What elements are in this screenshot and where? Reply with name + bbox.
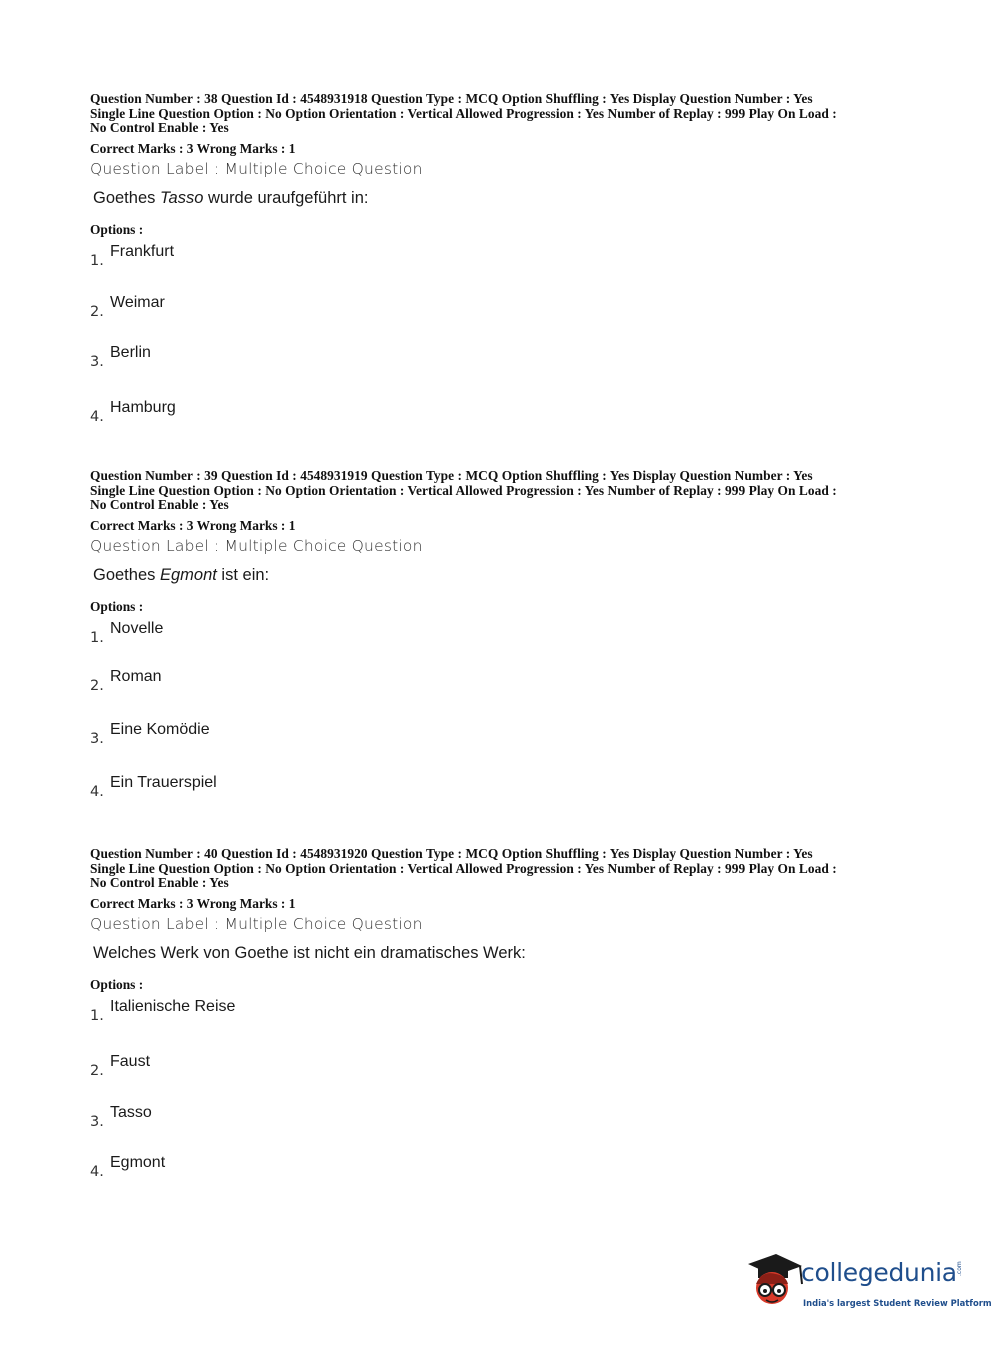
options-label: Options : (90, 976, 144, 992)
option-text: Eine Komödie (110, 720, 210, 738)
option-number: 1. (90, 252, 104, 269)
question-text-italic: Egmont (159, 565, 217, 584)
option-number: 3. (90, 1113, 104, 1130)
option-text: Hamburg (110, 398, 176, 416)
question-label: Question Label : Multiple Choice Question (90, 914, 423, 933)
question-meta-line: No Control Enable : Yes (90, 497, 229, 513)
options-label: Options : (90, 221, 144, 237)
question-meta-line: Question Number : 38 Question Id : 4548931918 Question Type : MCQ Option Shuffling : Yes Display Question Number : Yes (90, 91, 813, 106)
option-number: 2. (90, 677, 104, 694)
option-text: Ein Trauerspiel (110, 773, 217, 791)
question-text-part: wurde uraufgeführt in: (203, 188, 369, 207)
marks-info: Correct Marks : 3 Wrong Marks : 1 (90, 517, 296, 533)
question-block-39 (90, 469, 930, 814)
option-text: Frankfurt (110, 242, 175, 260)
options-list (90, 614, 930, 814)
option-text: Tasso (110, 1103, 152, 1121)
question-text (90, 943, 930, 963)
option-number: 4. (90, 1163, 104, 1180)
option-number: 4. (90, 408, 104, 425)
options-label: Options : (90, 598, 144, 614)
option-number: 1. (90, 1007, 104, 1024)
question-meta-line: Question Number : 40 Question Id : 4548931920 Question Type : MCQ Option Shuffling : Yes Display Question Number : Yes (90, 846, 813, 861)
logo-tagline: India's largest Student Review Platform (803, 1298, 992, 1308)
question-text-part: Welches Werk von Goethe ist nicht ein dramatisches Werk: (93, 943, 526, 962)
question-text-part: Goethes (93, 565, 160, 584)
option-number: 4. (90, 783, 104, 800)
options-list (90, 992, 930, 1192)
question-text-part: Goethes (93, 188, 160, 207)
option-text: Berlin (110, 343, 151, 361)
option-text: Roman (110, 667, 162, 685)
option-number: 3. (90, 353, 104, 370)
collegedunia-logo (742, 1250, 992, 1320)
question-text (90, 188, 930, 208)
option-number: 2. (90, 303, 104, 320)
marks-info: Correct Marks : 3 Wrong Marks : 1 (90, 140, 296, 156)
options-list (90, 237, 930, 437)
question-meta-line: No Control Enable : Yes (90, 875, 229, 891)
option-text: Weimar (110, 293, 165, 311)
logo-dotcom: .com (956, 1261, 963, 1276)
option-number: 2. (90, 1062, 104, 1079)
question-text-part: ist ein: (216, 565, 270, 584)
question-meta-line: Question Number : 39 Question Id : 4548931919 Question Type : MCQ Option Shuffling : Yes Display Question Number : Yes (90, 468, 813, 483)
question-meta-line: Single Line Question Option : No Option Orientation : Vertical Allowed Progression : Yes Number of Replay : 999 Play On Load : (90, 860, 837, 876)
option-number: 1. (90, 629, 104, 646)
option-number: 3. (90, 730, 104, 747)
question-label: Question Label : Multiple Choice Question (90, 536, 423, 555)
question-meta-line: No Control Enable : Yes (90, 120, 229, 136)
marks-info: Correct Marks : 3 Wrong Marks : 1 (90, 895, 296, 911)
option-text: Novelle (110, 619, 164, 637)
question-block-40 (90, 847, 930, 1192)
question-label: Question Label : Multiple Choice Question (90, 159, 423, 178)
logo-wordmark: collegedunia (801, 1258, 957, 1287)
question-text (90, 565, 930, 585)
option-text: Egmont (110, 1153, 166, 1171)
option-text: Italienische Reise (110, 997, 236, 1015)
mascot-icon (742, 1250, 804, 1312)
question-block-38 (90, 92, 930, 437)
option-text: Faust (110, 1052, 151, 1070)
question-meta-line: Single Line Question Option : No Option Orientation : Vertical Allowed Progression : Yes Number of Replay : 999 Play On Load : (90, 105, 837, 121)
question-meta-line: Single Line Question Option : No Option Orientation : Vertical Allowed Progression : Yes Number of Replay : 999 Play On Load : (90, 482, 837, 498)
question-text-italic: Tasso (159, 188, 204, 207)
